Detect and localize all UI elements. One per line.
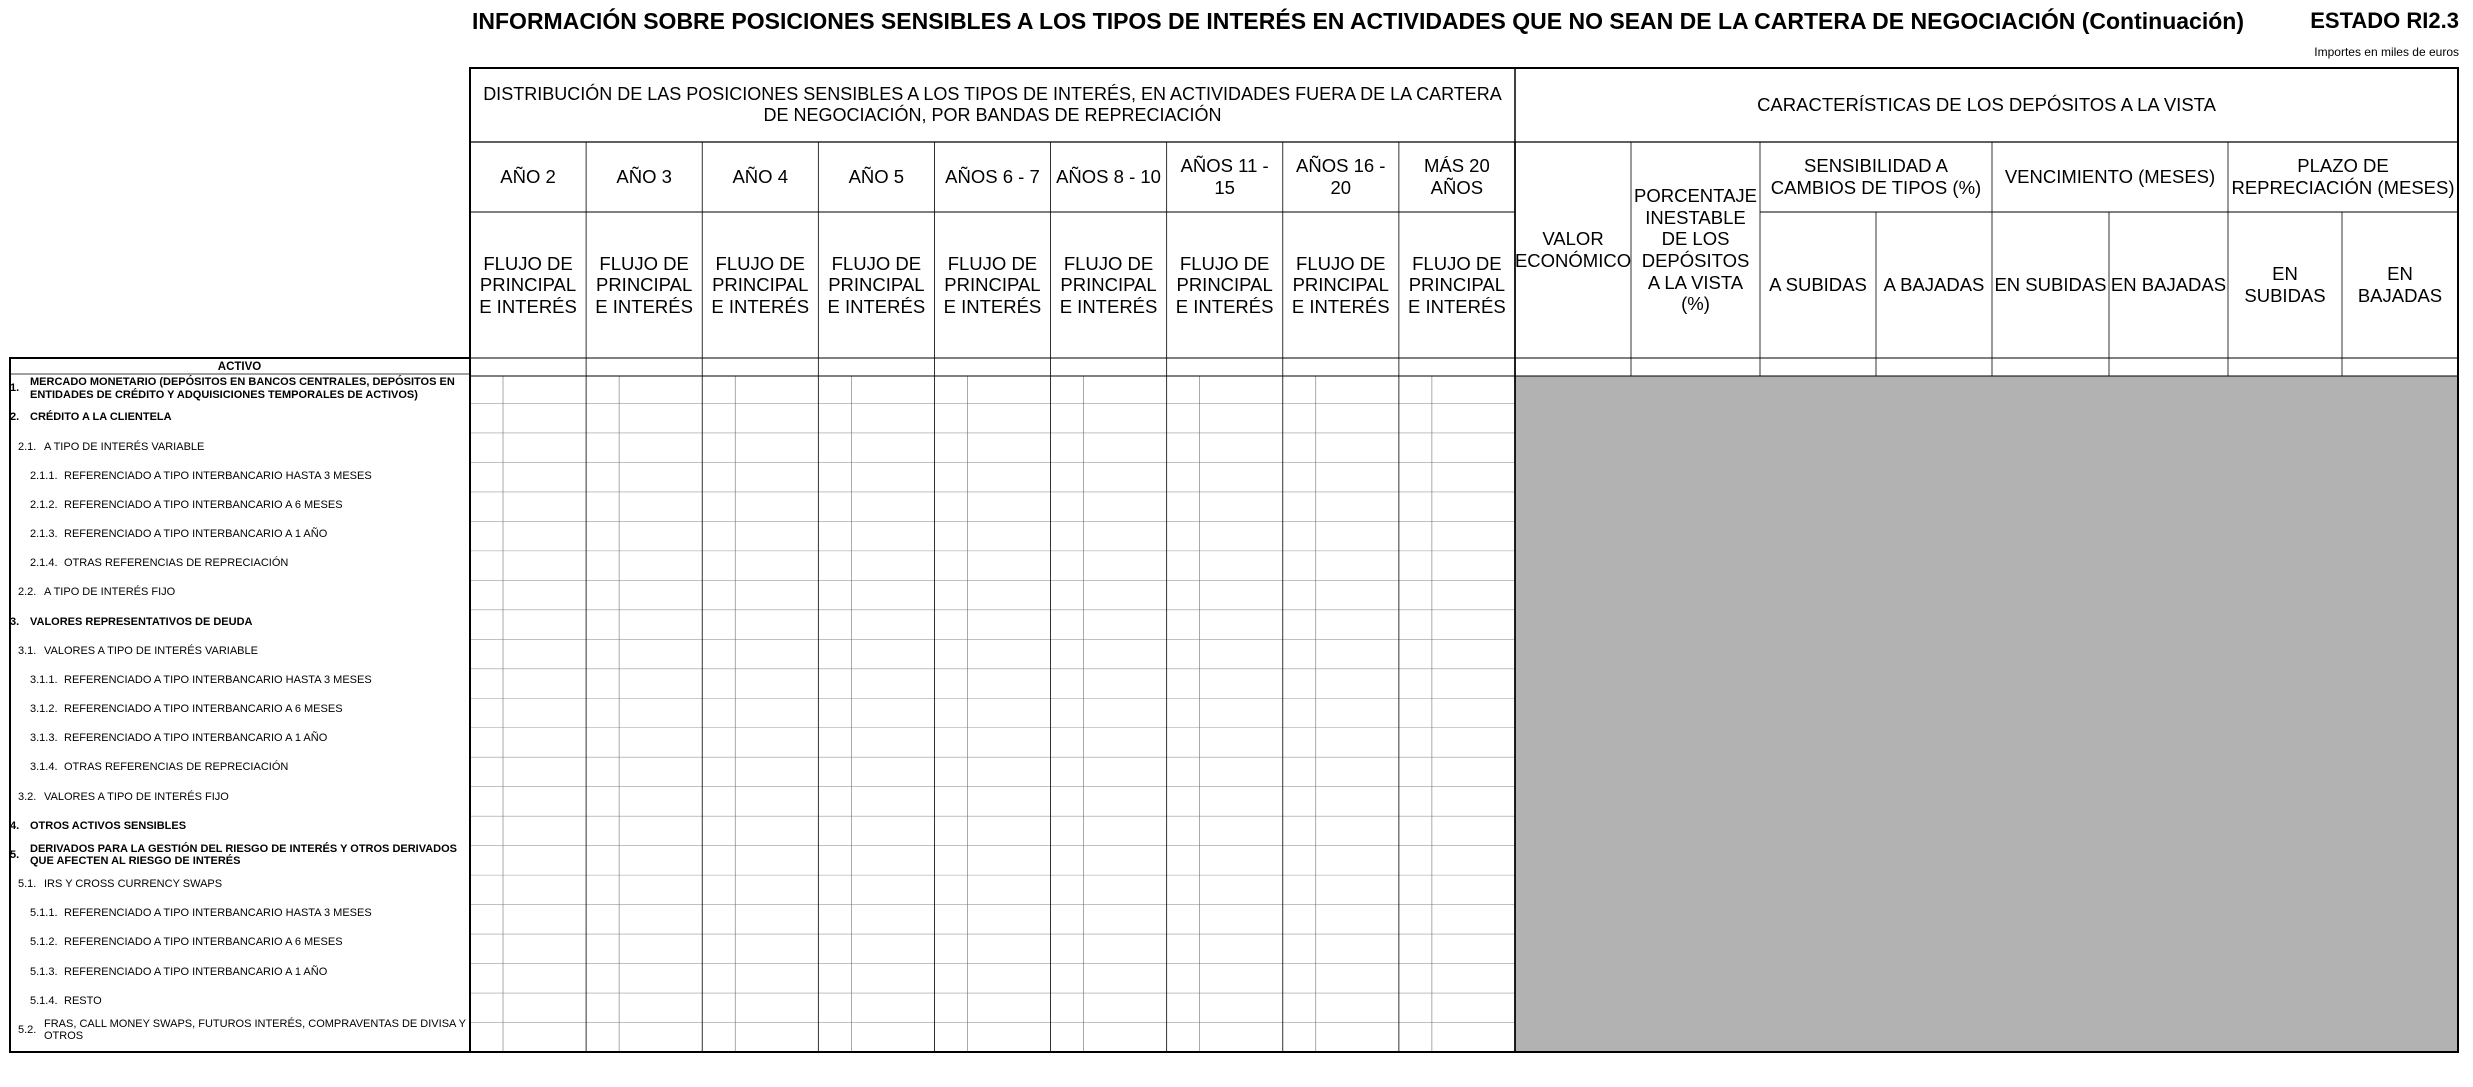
- row-number: 2.1.: [18, 440, 37, 453]
- row-text: VALORES A TIPO DE INTERÉS FIJO: [44, 790, 229, 803]
- group-header-distribucion: DISTRIBUCIÓN DE LAS POSICIONES SENSIBLES A LOS TIPOS DE INTERÉS, EN ACTIVIDADES FUERA DE LA CARTERA DE NEGOCIACIÓN, POR BANDAS DE REPRECIACIÓN: [483, 83, 1502, 125]
- header-plazo-repreciacion: PLAZO DE REPRECIACIÓN (MESES): [2231, 155, 2455, 198]
- header-plazo-en-subidas: EN SUBIDAS: [2244, 263, 2326, 306]
- row-number: 2.1.1.: [30, 469, 58, 482]
- band-header: AÑO 4: [732, 166, 788, 188]
- row-number: 5.1.2.: [30, 936, 58, 949]
- header-venc-en-bajadas: EN BAJADAS: [2110, 274, 2227, 296]
- header-sens-a-subidas: A SUBIDAS: [1769, 274, 1867, 296]
- row-number: 2.1.2.: [30, 498, 58, 511]
- header-venc-en-subidas: EN SUBIDAS: [1994, 274, 2107, 296]
- row-text: REFERENCIADO A TIPO INTERBANCARIO HASTA 3 MESES: [64, 907, 372, 920]
- row-number: 5.1.1.: [30, 907, 58, 920]
- header-valor-economico: VALOR ECONÓMICO: [1515, 228, 1631, 271]
- row-label: [18, 637, 466, 666]
- row-text: OTRAS REFERENCIAS DE REPRECIACIÓN: [64, 557, 289, 570]
- row-text: A TIPO DE INTERÉS VARIABLE: [44, 440, 205, 453]
- flow-subheader: FLUJO DE PRINCIPAL E INTERÉS: [479, 252, 577, 317]
- units-note: Importes en miles de euros: [2314, 45, 2459, 59]
- row-label: [30, 987, 466, 1016]
- form-code: ESTADO RI2.3: [2310, 8, 2459, 33]
- header-plazo-en-bajadas: EN BAJADAS: [2357, 263, 2443, 306]
- row-label: [30, 899, 466, 928]
- row-text: REFERENCIADO A TIPO INTERBANCARIO A 6 MESES: [64, 936, 343, 949]
- row-text: A TIPO DE INTERÉS FIJO: [44, 586, 176, 599]
- row-label: [18, 1016, 466, 1045]
- row-label: [30, 491, 466, 520]
- band-header: AÑOS 11 - 15: [1180, 155, 1269, 198]
- flow-subheader: FLUJO DE PRINCIPAL E INTERÉS: [595, 252, 693, 317]
- row-number: 5.1.3.: [30, 965, 58, 978]
- row-number: 3.1.3.: [30, 732, 58, 745]
- row-text: MERCADO MONETARIO (DEPÓSITOS EN BANCOS CENTRALES, DEPÓSITOS EN ENTIDADES DE CRÉDITO Y ADQUISICIONES TEMPORALES DE ACTIVOS): [30, 375, 455, 401]
- row-number: 5.: [10, 848, 20, 861]
- row-number: 5.2.: [18, 1023, 37, 1036]
- flow-subheader: FLUJO DE PRINCIPAL E INTERÉS: [827, 252, 926, 317]
- row-label: [10, 374, 466, 403]
- activo-header: ACTIVO: [217, 361, 262, 373]
- header-sensibilidad: SENSIBILIDAD A CAMBIOS DE TIPOS (%): [1770, 155, 1982, 198]
- band-header: MÁS 20 AÑOS: [1423, 155, 1490, 198]
- group-header-depositos: CARACTERÍSTICAS DE LOS DEPÓSITOS A LA VISTA: [1757, 94, 2216, 116]
- row-number: 3.1.4.: [30, 761, 58, 774]
- flow-subheader: FLUJO DE PRINCIPAL E INTERÉS: [1175, 252, 1274, 317]
- row-text: VALORES A TIPO DE INTERÉS VARIABLE: [44, 644, 258, 657]
- row-number: 3.2.: [18, 790, 37, 803]
- row-label: [30, 753, 466, 782]
- row-label: [18, 782, 466, 811]
- row-text: DERIVADOS PARA LA GESTIÓN DEL RIESGO DE INTERÉS Y OTROS DERIVADOS QUE AFECTEN AL RIESGO DE INTERÉS: [30, 842, 458, 868]
- row-text: REFERENCIADO A TIPO INTERBANCARIO A 6 MESES: [64, 703, 343, 716]
- header-vencimiento: VENCIMIENTO (MESES): [2004, 166, 2216, 188]
- row-number: 2.2.: [18, 586, 37, 599]
- form-title: INFORMACIÓN SOBRE POSICIONES SENSIBLES A LOS TIPOS DE INTERÉS EN ACTIVIDADES QUE NO SEAN DE LA CARTERA DE NEGOCIACIÓN (Continuación): [472, 8, 2244, 34]
- row-text: RESTO: [64, 994, 102, 1007]
- row-label: [10, 812, 466, 841]
- row-text: OTROS ACTIVOS SENSIBLES: [30, 819, 187, 832]
- row-text: IRS Y CROSS CURRENCY SWAPS: [44, 878, 223, 891]
- row-number: 1.: [10, 382, 20, 395]
- row-number: 2.1.3.: [30, 528, 58, 541]
- row-text: FRAS, CALL MONEY SWAPS, FUTUROS INTERÉS, COMPRAVENTAS DE DIVISA Y OTROS: [44, 1017, 466, 1043]
- row-text: REFERENCIADO A TIPO INTERBANCARIO A 1 AÑO: [64, 528, 328, 541]
- flow-subheader: FLUJO DE PRINCIPAL E INTERÉS: [943, 252, 1042, 317]
- row-label: [30, 957, 466, 986]
- flow-subheader: FLUJO DE PRINCIPAL E INTERÉS: [1059, 252, 1158, 317]
- row-label: [30, 549, 466, 578]
- row-number: 5.1.4.: [30, 994, 58, 1007]
- row-label: [30, 695, 466, 724]
- row-label: [30, 462, 466, 491]
- header-sens-a-bajadas: A BAJADAS: [1883, 274, 1985, 296]
- row-text: REFERENCIADO A TIPO INTERBANCARIO A 1 AÑO: [64, 732, 328, 745]
- row-number: 5.1.: [18, 878, 37, 891]
- flow-subheader: FLUJO DE PRINCIPAL E INTERÉS: [711, 252, 810, 317]
- row-number: 2.1.4.: [30, 557, 58, 570]
- row-text: REFERENCIADO A TIPO INTERBANCARIO A 1 AÑO: [64, 965, 328, 978]
- row-label: [18, 432, 466, 461]
- header-porcentaje-inestable: PORCENTAJE INESTABLE DE LOS DEPÓSITOS A LA VISTA (%): [1634, 185, 1758, 315]
- row-text: CRÉDITO A LA CLIENTELA: [30, 411, 172, 424]
- shaded-area: [1515, 376, 2458, 1052]
- row-number: 4.: [10, 819, 20, 832]
- row-text: REFERENCIADO A TIPO INTERBANCARIO HASTA 3 MESES: [64, 469, 372, 482]
- row-text: REFERENCIADO A TIPO INTERBANCARIO A 6 MESES: [64, 498, 343, 511]
- row-label: [18, 578, 466, 607]
- band-header: AÑOS 8 - 10: [1056, 166, 1161, 188]
- row-text: REFERENCIADO A TIPO INTERBANCARIO HASTA 3 MESES: [64, 673, 372, 686]
- row-text: VALORES REPRESENTATIVOS DE DEUDA: [30, 615, 253, 628]
- row-label: [30, 520, 466, 549]
- row-number: 3.: [10, 615, 20, 628]
- band-header: AÑOS 6 - 7: [945, 166, 1040, 188]
- row-label: [10, 403, 466, 432]
- row-number: 3.1.2.: [30, 703, 58, 716]
- row-label: [30, 666, 466, 695]
- flow-subheader: FLUJO DE PRINCIPAL E INTERÉS: [1291, 252, 1390, 317]
- flow-subheader: FLUJO DE PRINCIPAL E INTERÉS: [1408, 252, 1506, 317]
- row-label: [10, 607, 466, 636]
- band-header: AÑO 3: [616, 166, 672, 188]
- row-label: [30, 928, 466, 957]
- row-text: OTRAS REFERENCIAS DE REPRECIACIÓN: [64, 761, 289, 774]
- band-header: AÑO 2: [500, 166, 556, 188]
- row-label: [18, 870, 466, 899]
- band-header: AÑOS 16 - 20: [1296, 155, 1386, 198]
- row-number: 2.: [10, 411, 20, 424]
- row-number: 3.1.: [18, 644, 37, 657]
- row-label: [30, 724, 466, 753]
- row-label: [10, 841, 466, 870]
- row-number: 3.1.1.: [30, 673, 58, 686]
- band-header: AÑO 5: [848, 166, 905, 188]
